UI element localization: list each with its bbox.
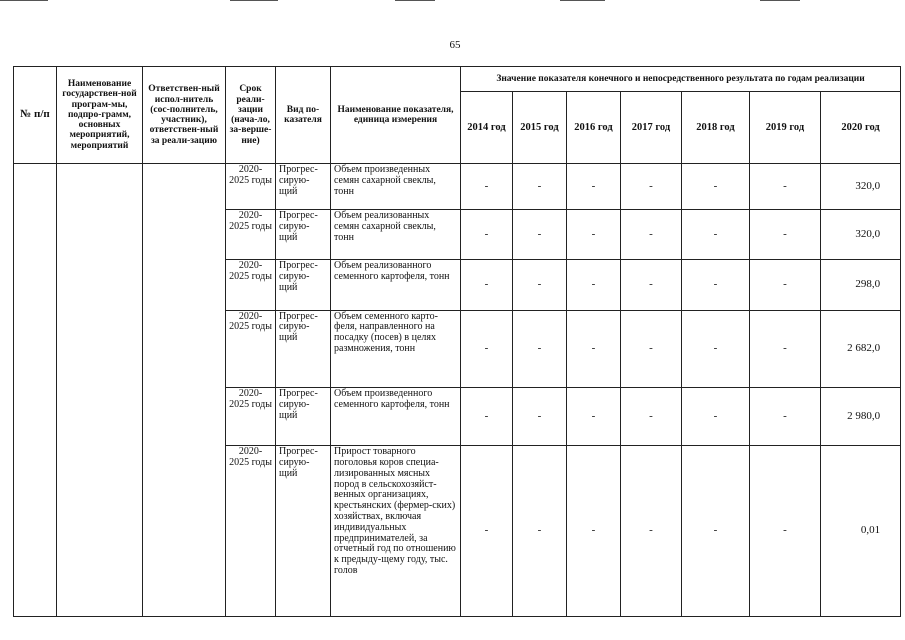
- header-year: 2020 год: [821, 92, 901, 164]
- page-number: 65: [449, 39, 461, 51]
- cell-value: -: [513, 446, 567, 617]
- cell-value: -: [567, 310, 621, 387]
- cell-value: -: [567, 446, 621, 617]
- cell-value: -: [621, 260, 682, 310]
- header-year: 2017 год: [621, 92, 682, 164]
- cell-value: -: [750, 164, 821, 210]
- cell-responsible-empty: [143, 164, 226, 617]
- cell-value: -: [513, 260, 567, 310]
- cell-type: Прогрес-сирую-щий: [276, 387, 331, 445]
- cell-term: 2020-2025 годы: [226, 446, 276, 617]
- header-year: 2018 год: [682, 92, 750, 164]
- header-year: 2019 год: [750, 92, 821, 164]
- cell-indicator: Объем семенного карто-феля, направленного на посадку (посев) в целях размножения, тонн: [331, 310, 461, 387]
- cell-value-2020: 2 682,0: [821, 310, 901, 387]
- cell-value: -: [461, 260, 513, 310]
- header-indicator: Наименование показателя, единица измерения: [331, 67, 461, 164]
- cell-value: -: [567, 210, 621, 260]
- cell-type: Прогрес-сирую-щий: [276, 210, 331, 260]
- table-row: [14, 164, 901, 210]
- cell-type: Прогрес-сирую-щий: [276, 446, 331, 617]
- scan-edge-line: [560, 0, 605, 1]
- cell-indicator: Объем произведенного семенного картофеля, тонн: [331, 387, 461, 445]
- cell-value: -: [621, 164, 682, 210]
- cell-value: -: [621, 387, 682, 445]
- cell-value: -: [621, 310, 682, 387]
- cell-value: -: [461, 164, 513, 210]
- cell-indicator: Объем реализованного семенного картофеля, тонн: [331, 260, 461, 310]
- cell-value: -: [513, 164, 567, 210]
- header-row-1: [14, 67, 901, 92]
- cell-num-empty: [14, 164, 57, 617]
- cell-type: Прогрес-сирую-щий: [276, 310, 331, 387]
- cell-value: -: [567, 260, 621, 310]
- header-values-group: Значение показателя конечного и непосредственного результата по годам реализации: [461, 67, 901, 92]
- cell-indicator: Прирост товарного поголовья коров специа-лизированных мясных пород в сельскохозяйст-венных организациях, крестьянских (фермер-ских) хозяйствах, включая индивидуальных предпринимателей, за отчетный год по отношению к предыду-щему году, тыс. голов: [331, 446, 461, 617]
- cell-program-empty: [57, 164, 143, 617]
- header-program: Наименование государствен-ной програм-мы, подпро-грамм, основных мероприятий, мероприятий: [57, 67, 143, 164]
- header-responsible: Ответствен-ный испол-нитель (сос-полнитель, участник), ответствен-ный за реали-зацию: [143, 67, 226, 164]
- cell-value: -: [513, 210, 567, 260]
- cell-value: -: [750, 446, 821, 617]
- cell-term: 2020-2025 годы: [226, 210, 276, 260]
- scan-edge-line: [395, 0, 435, 1]
- header-num: № п/п: [14, 67, 57, 164]
- cell-value: -: [461, 446, 513, 617]
- cell-value: -: [682, 446, 750, 617]
- cell-value: -: [513, 310, 567, 387]
- cell-value: -: [750, 310, 821, 387]
- cell-value: -: [621, 210, 682, 260]
- cell-value: -: [567, 164, 621, 210]
- cell-value: -: [461, 210, 513, 260]
- cell-term: 2020-2025 годы: [226, 387, 276, 445]
- cell-value: -: [682, 310, 750, 387]
- cell-term: 2020-2025 годы: [226, 164, 276, 210]
- scan-edge-line: [760, 0, 800, 1]
- cell-value: -: [682, 387, 750, 445]
- cell-value: -: [682, 164, 750, 210]
- cell-value-2020: 320,0: [821, 210, 901, 260]
- cell-value: -: [621, 446, 682, 617]
- header-term: Срок реали-зации (нача-ло, за-верше-ние): [226, 67, 276, 164]
- cell-value-2020: 320,0: [821, 164, 901, 210]
- cell-value: -: [513, 387, 567, 445]
- header-year: 2014 год: [461, 92, 513, 164]
- cell-value-2020: 298,0: [821, 260, 901, 310]
- cell-term: 2020-2025 годы: [226, 260, 276, 310]
- header-year: 2015 год: [513, 92, 567, 164]
- cell-value: -: [750, 210, 821, 260]
- cell-value: -: [750, 387, 821, 445]
- cell-value-2020: 0,01: [821, 446, 901, 617]
- scan-edge-line: [0, 0, 48, 1]
- cell-type: Прогрес-сирую-щий: [276, 260, 331, 310]
- cell-term: 2020-2025 годы: [226, 310, 276, 387]
- cell-value: -: [567, 387, 621, 445]
- cell-type: Прогрес-сирую-щий: [276, 164, 331, 210]
- cell-value: -: [682, 260, 750, 310]
- cell-indicator: Объем реализованных семян сахарной свеклы, тонн: [331, 210, 461, 260]
- scan-edge-line: [230, 0, 278, 1]
- header-year: 2016 год: [567, 92, 621, 164]
- cell-indicator: Объем произведенных семян сахарной свеклы, тонн: [331, 164, 461, 210]
- cell-value: -: [750, 260, 821, 310]
- indicators-table: [13, 66, 901, 617]
- cell-value: -: [682, 210, 750, 260]
- header-type: Вид по-казателя: [276, 67, 331, 164]
- cell-value-2020: 2 980,0: [821, 387, 901, 445]
- cell-value: -: [461, 387, 513, 445]
- cell-value: -: [461, 310, 513, 387]
